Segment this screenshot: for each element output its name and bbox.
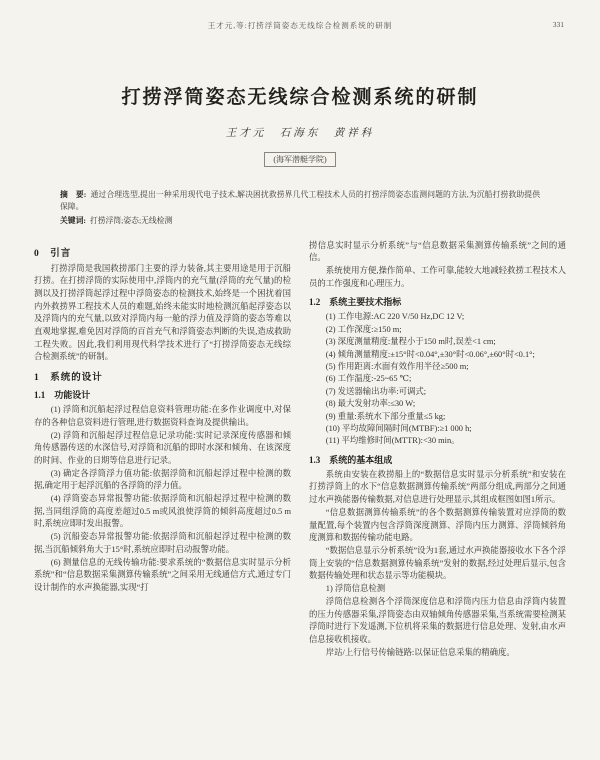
function-item-5: (5) 沉船姿态异常报警功能:依据浮筒和沉船起浮过程中检测的数据,当沉船倾斜角大于15°时,系统应即时启动报警功能。 (34, 532, 291, 554)
composition-paragraph-1: 系统由安装在救捞船上的“数据信息实时显示分析系统”和安装在打捞浮筒上的水下“信息数据测算传输系统”两部分组成,两部分之间通过水声换能器传输数据,对信息进行处理显示,其组成框图如图1所示。 (309, 469, 566, 505)
spec-item-4: (4) 倾角测量精度:±15°时<0.04°,±30°时<0.06°,±60°时<0.1°; (325, 349, 535, 359)
two-column-body (34, 240, 566, 738)
keywords-label: 关键词: (60, 216, 86, 225)
spec-item-9: (9) 重量:系统水下部分重量≤5 kg; (325, 411, 446, 421)
closing-paragraph: 岸站/上行信号传输链路:以保证信息采集的精确度。 (325, 647, 515, 657)
keywords-text: 打捞浮筒;姿态;无线检测 (90, 216, 173, 225)
spec-item-11: (11) 平均维修时间(MTTR):<30 min。 (325, 436, 460, 446)
spec-item-7: (7) 发送器输出功率:可调式; (325, 386, 427, 396)
abstract-text: 通过合理选型,提出一种采用现代电子技术,解决困扰救捞界几代工程技术人员的打捞浮筒姿态监测问题的方法,为沉船打捞救助提供保障。 (60, 190, 540, 211)
section-1-heading: 1 系统的设计 (34, 373, 103, 384)
spec-item-5: (5) 作用距离:水面有效作用半径≥500 m; (325, 361, 469, 371)
abstract-label: 摘 要: (60, 190, 87, 199)
continuation-paragraph: 捞信息实时显示分析系统”与“信息数据采集测算传输系统”之间的通信。 (309, 240, 566, 263)
function-item-3: (3) 确定各浮筒浮力值功能:依据浮筒和沉船起浮过程中检测的数据,确定用于起浮沉船的各浮筒的浮力值。 (34, 468, 291, 491)
function-item-6: (6) 测量信息的无线传输功能:要求系统的“数据信息实时显示分析系统”和“信息数据采集测算传输系统”之间采用无线通信方式,通过专门设计制作的水声换能器,实现“打 (34, 557, 291, 592)
section-1-1-heading: 1.1 功能设计 (34, 390, 91, 401)
composition-paragraph-3: “数据信息显示分析系统”设为1套,通过水声换能器接收水下各个浮筒上安装的“信息数据测算传输系统”发射的数据,经过处理后显示,包含数据传输处理和状态显示等功能模块。 (309, 546, 566, 581)
running-title: 王才元,等:打捞浮筒姿态无线综合检测系统的研制 (207, 21, 393, 30)
keywords-block (60, 215, 540, 227)
function-item-4: (4) 浮筒姿态异常报警功能:依据浮筒和沉船起浮过程中检测的数据,当同组浮筒的高度差超过0.5 m或风浪使浮筒的倾斜高度超过0.5 m时,系统应即时发出报警。 (34, 494, 291, 529)
page-header (34, 20, 566, 32)
spec-item-8: (8) 最大发射功率:≤30 W; (325, 399, 416, 409)
spec-item-1: (1) 工作电源:AC 220 V/50 Hz,DC 12 V; (325, 312, 465, 322)
subsection-1-heading: 1) 浮筒信息检测 (325, 584, 386, 594)
section-1-2-heading: 1.2 系统主要技术指标 (309, 297, 402, 308)
section-0-heading: 0 引言 (34, 248, 72, 259)
spec-item-6: (6) 工作温度:-25~65 ℃; (325, 374, 412, 384)
section-1-3-heading: 1.3 系统的基本组成 (309, 454, 393, 465)
right-column (309, 240, 566, 738)
detection-paragraph: 浮筒信息检测各个浮筒深度信息和浮筒内压力信息由浮筒内装置的压力传感器采集,浮筒姿态由双轴倾角传感器采集,当系统需要检测某浮筒时进行下发遥测,下位机将采集的数据进行信息处理、发射,由水声信息接收机接收。 (309, 596, 566, 644)
intro-paragraph: 打捞浮筒是我国救捞部门主要的浮力装备,其主要用途是用于沉船打捞。在打捞浮筒的实际使用中,浮筒内的充气量(浮筒的充气量)的检测以及打捞浮筒起浮过程中浮筒姿态的检测技术,始终是一个困扰着国内外救捞界工程技术人员的难题,始终未能实时地检测沉船起浮姿态以及浮筒内的充气量,以致对浮筒内每一舱的浮力值及浮筒的姿态等难以直观地掌握,难免因对浮筒的百首充气和浮筒姿态判断的失误,造成救助工程失败。因此,我们利用现代科学技术进行了“打捞浮筒姿态无线综合检测系统”的研制。 (34, 263, 291, 362)
left-column (34, 240, 291, 738)
page-number: 331 (552, 20, 564, 29)
affiliation-box: (海军潜艇学院) (264, 152, 335, 167)
authors-line: 王才元 石海东 黄祥科 (225, 128, 375, 139)
function-item-2: (2) 浮筒和沉船起浮过程信息记录功能:实时记录深度传感器和倾角传感器传送的水深信号,对浮筒和沉船的即时水深和倾角、在该深度的时间、作业的日期等信息进行记录。 (34, 430, 291, 465)
spec-item-3: (3) 深度测量精度:量程小于150 m时,误差<1 cm; (325, 337, 496, 347)
usability-paragraph: 系统使用方便,操作简单、工作可靠,能较大地减轻救捞工程技术人员的工作强度和心理压力。 (309, 265, 566, 288)
function-item-1: (1) 浮筒和沉船起浮过程信息资料管理功能:在多作业调度中,对保存的各种信息资料进行管理,进行数据资料查询及提供输出。 (34, 405, 291, 427)
paper-title: 打捞浮筒姿态无线综合检测系统的研制 (121, 87, 479, 108)
composition-paragraph-2: “信息数据测算传输系统”的各个数据测算传输装置对应浮筒的数量配置,每个装置内包含浮筒深度测算、浮筒内压力测算、浮筒倾斜角度测算和数据传输功能电路。 (309, 507, 566, 543)
spec-item-2: (2) 工作深度:≥150 m; (325, 324, 402, 334)
affiliation-row (34, 149, 566, 167)
spec-item-10: (10) 平均故障间隔时间(MTBF):≥1 000 h; (325, 423, 472, 433)
abstract-block (60, 189, 540, 212)
